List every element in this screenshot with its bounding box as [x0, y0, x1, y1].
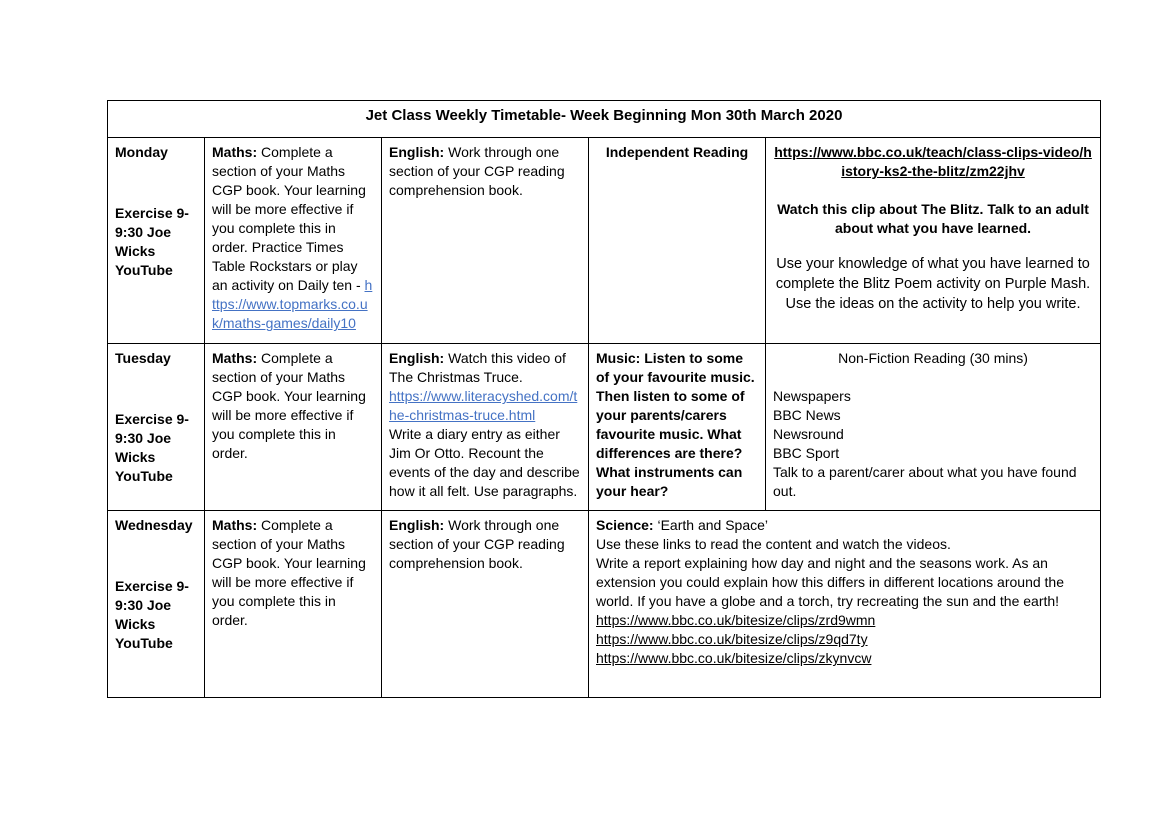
timetable-title: Jet Class Weekly Timetable- Week Beginning Mon 30th March 2020 — [108, 101, 1101, 138]
nonfiction-cell-tuesday — [766, 344, 1101, 511]
nonfiction-item: BBC Sport — [773, 445, 840, 462]
science-cell-wednesday — [589, 511, 1101, 698]
english-text: Work through one section of your CGP reading comprehension book. — [389, 144, 565, 199]
nonfiction-reading-title: Non-Fiction Reading (30 mins) — [838, 350, 1028, 366]
day-label-monday: Monday — [115, 144, 168, 160]
independent-reading-title: Independent Reading — [605, 144, 749, 160]
nonfiction-item: Newspapers — [773, 388, 851, 405]
topmarks-daily10-link[interactable]: https://www.topmarks.co.uk/maths-games/daily10 — [212, 277, 373, 332]
day-label-tuesday: Tuesday — [115, 350, 171, 366]
bbc-blitz-link[interactable]: https://www.bbc.co.uk/teach/class-clips-video/history-ks2-the-blitz/zm22jhv — [774, 144, 1092, 180]
english-cell-monday — [382, 138, 589, 344]
nonfiction-item: BBC News — [773, 407, 841, 424]
english-label: English: — [389, 144, 445, 160]
english-text: Watch this video of The Christmas Truce. — [389, 350, 566, 386]
row-tuesday — [108, 344, 1101, 511]
day-cell-monday — [108, 138, 205, 344]
english-label: English: — [389, 517, 445, 533]
maths-text: Complete a section of your Maths CGP book. Your learning will be more effective if you complete this in order. — [212, 350, 366, 462]
topic-cell-monday — [766, 138, 1101, 344]
maths-cell-monday — [205, 138, 382, 344]
english-cell-wednesday — [382, 511, 589, 698]
blitz-instruction-text: Use your knowledge of what you have learned to complete the Blitz Poem activity on Purple Mash. Use the ideas on the activity to help you write. — [775, 256, 1091, 312]
bitesize-link-1[interactable]: https://www.bbc.co.uk/bitesize/clips/zrd9wmn — [596, 612, 876, 629]
english-text-2: Write a diary entry as either Jim Or Otto. Recount the events of the day and describe how it all felt. Use paragraphs. — [389, 426, 580, 500]
maths-label: Maths: — [212, 350, 258, 366]
music-label: Music: — [596, 350, 641, 366]
literacyshed-truce-link[interactable]: https://www.literacyshed.com/the-christmas-truce.html — [389, 388, 578, 424]
maths-label: Maths: — [212, 144, 258, 160]
weekly-timetable — [107, 100, 1101, 698]
bitesize-link-3[interactable]: https://www.bbc.co.uk/bitesize/clips/zkynvcw — [596, 650, 872, 667]
blitz-instruction-bold: Watch this clip about The Blitz. Talk to an adult about what you have learned. — [777, 201, 1089, 237]
maths-cell-wednesday — [205, 511, 382, 698]
science-body: Write a report explaining how day and night and the seasons work. As an extension you could explain how this differs in different locations around the world. If you have a globe and a torch, try recreating the sun and the earth! — [596, 555, 1065, 610]
exercise-note-tuesday: Exercise 9-9:30 Joe Wicks YouTube — [115, 411, 189, 485]
reading-cell-monday — [589, 138, 766, 344]
maths-text: Complete a section of your Maths CGP book. Your learning will be more effective if you complete this in order. Practice Times Table Rockstars or play an activity on Daily ten - — [212, 144, 366, 294]
day-label-wednesday: Wednesday — [115, 517, 193, 533]
bitesize-link-2[interactable]: https://www.bbc.co.uk/bitesize/clips/z9qd7ty — [596, 631, 868, 648]
row-monday — [108, 138, 1101, 344]
day-cell-tuesday — [108, 344, 205, 511]
row-wednesday — [108, 511, 1101, 698]
english-text: Work through one section of your CGP reading comprehension book. — [389, 517, 565, 572]
exercise-note-monday: Exercise 9-9:30 Joe Wicks YouTube — [115, 205, 189, 279]
nonfiction-item: Newsround — [773, 426, 844, 443]
english-label: English: — [389, 350, 445, 366]
music-cell-tuesday — [589, 344, 766, 511]
music-text: Listen to some of your favourite music. Then listen to some of your parents/carers favourite music. What differences are there? What instruments can your hear? — [596, 350, 755, 500]
maths-label: Maths: — [212, 517, 258, 533]
nonfiction-item: Talk to a parent/carer about what you have found out. — [773, 464, 1077, 500]
science-intro: ‘Earth and Space’ — [653, 517, 768, 533]
english-cell-tuesday — [382, 344, 589, 511]
science-label: Science: — [596, 517, 654, 533]
exercise-note-wednesday: Exercise 9-9:30 Joe Wicks YouTube — [115, 578, 189, 652]
science-line: Use these links to read the content and watch the videos. — [596, 536, 951, 553]
maths-cell-tuesday — [205, 344, 382, 511]
maths-text: Complete a section of your Maths CGP book. Your learning will be more effective if you complete this in order. — [212, 517, 366, 629]
day-cell-wednesday — [108, 511, 205, 698]
